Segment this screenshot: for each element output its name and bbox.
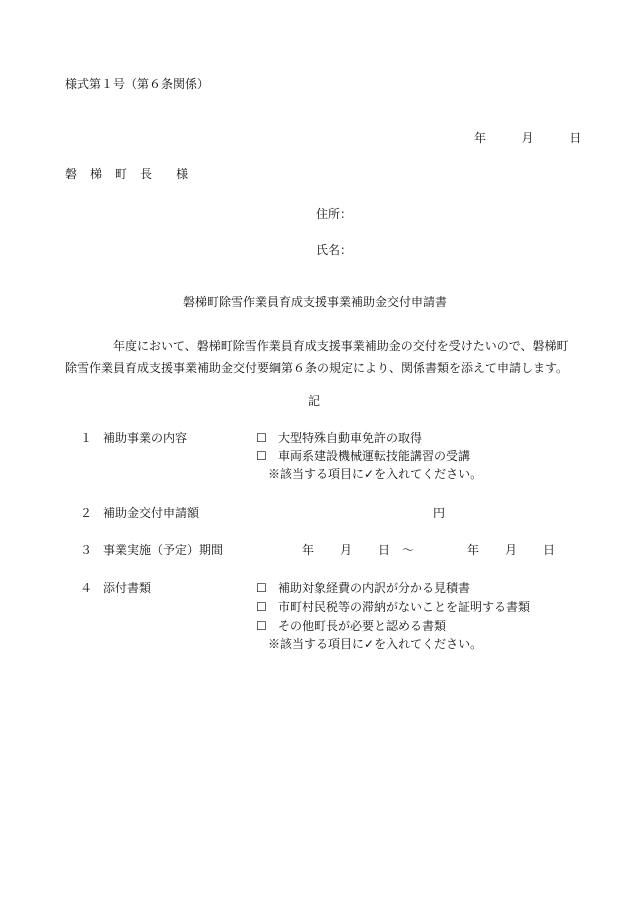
name-label: 氏名： bbox=[316, 243, 353, 257]
item-1-option-1-checkbox[interactable]: ☐ bbox=[256, 431, 267, 445]
recipient-char: 梯 bbox=[90, 167, 103, 181]
item-1-note: ※該当する項目に✓を入れてください。 bbox=[268, 467, 483, 481]
item-4-note: ※該当する項目に✓を入れてください。 bbox=[268, 637, 483, 651]
item-2-number: ２ bbox=[80, 506, 93, 520]
item-3-number: ３ bbox=[80, 543, 93, 557]
period-start-year: 年 bbox=[302, 543, 315, 557]
recipient-line bbox=[65, 168, 188, 180]
period-tilde: ～ bbox=[402, 543, 415, 557]
item-4-label: 添付書類 bbox=[103, 581, 152, 595]
item-4-option-1-label: 補助対象経費の内訳が分かる見積書 bbox=[278, 581, 471, 595]
period-end-day: 日 bbox=[543, 543, 556, 557]
check-mark-icon: ✓ bbox=[364, 637, 375, 651]
item-1-option-2-checkbox[interactable]: ☐ bbox=[256, 449, 267, 463]
item-4-option-2-checkbox[interactable]: ☐ bbox=[256, 600, 267, 614]
item-1-option-1-label: 大型特殊自動車免許の取得 bbox=[278, 431, 423, 445]
date-line bbox=[474, 132, 581, 144]
period-end bbox=[467, 544, 555, 556]
date-year: 年 bbox=[474, 131, 487, 145]
date-month: 月 bbox=[521, 131, 534, 145]
recipient-honorific: 様 bbox=[176, 167, 189, 181]
period-start-day: 日 bbox=[378, 543, 391, 557]
body-paragraph bbox=[65, 335, 570, 379]
address-label: 住所： bbox=[316, 207, 353, 221]
ki-heading: 記 bbox=[308, 394, 321, 408]
body-line-1: 年度において、磐梯町除雪作業員育成支援事業補助金の交付を受けたいので、磐梯町 bbox=[113, 339, 569, 353]
item-4-option-1-checkbox[interactable]: ☐ bbox=[256, 581, 267, 595]
item-1-number: １ bbox=[80, 431, 93, 445]
item-2-label: 補助金交付申請額 bbox=[103, 506, 200, 520]
period-end-month: 月 bbox=[505, 543, 518, 557]
document-title: 磐梯町除雪作業員育成支援事業補助金交付申請書 bbox=[182, 295, 447, 309]
item-4-option-3-label: その他町長が必要と認める書類 bbox=[278, 619, 447, 633]
item-4-option-3-checkbox[interactable]: ☐ bbox=[256, 619, 267, 633]
item-2-unit: 円 bbox=[433, 506, 446, 520]
date-day: 日 bbox=[569, 131, 582, 145]
recipient-char: 町 bbox=[115, 167, 128, 181]
body-line-2: 除雪作業員育成支援事業補助金交付要綱第６条の規定により、関係書類を添えて申請します。 bbox=[65, 361, 569, 375]
form-number: 様式第１号（第６条関係） bbox=[65, 77, 210, 91]
item-1-option-2-label: 車両系建設機械運転技能講習の受講 bbox=[278, 449, 471, 463]
item-1-label: 補助事業の内容 bbox=[103, 431, 188, 445]
period-start-month: 月 bbox=[340, 543, 353, 557]
recipient-char: 磐 bbox=[65, 167, 78, 181]
item-4-option-2-label: 市町村民税等の滞納がないことを証明する書類 bbox=[278, 600, 531, 614]
period-start bbox=[302, 544, 414, 556]
item-4-number: ４ bbox=[80, 581, 93, 595]
recipient-char: 長 bbox=[140, 167, 153, 181]
item-3-label: 事業実施（予定）期間 bbox=[103, 543, 224, 557]
period-end-year: 年 bbox=[467, 543, 480, 557]
check-mark-icon: ✓ bbox=[364, 467, 375, 481]
